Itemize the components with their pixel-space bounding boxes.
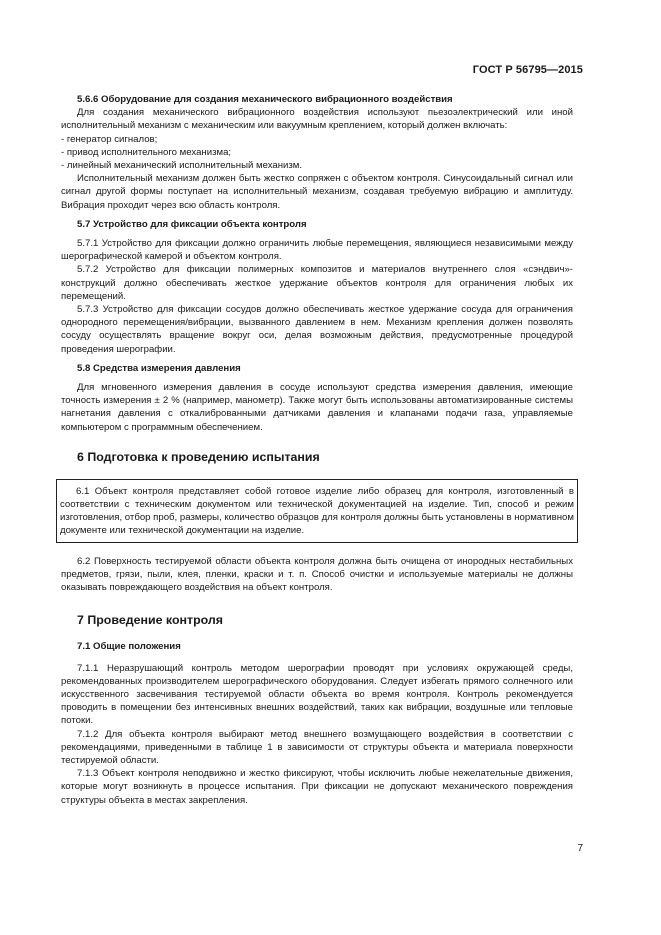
section-6-heading: 6 Подготовка к проведению испытания [77, 449, 320, 464]
clause-5-7-1: 5.7.1 Устройство для фиксации должно ограничить любые перемещения, являющиеся независимыми между шерографической камерой и объектом контроля. [61, 238, 573, 263]
section-5-6-6-heading: 5.6.6 Оборудование для создания механического вибрационного воздействия [77, 94, 453, 105]
list-item: - линейный механический исполнительный механизм. [61, 160, 303, 172]
clause-7-1-2: 7.1.2 Для объекта контроля выбирают метод внешнего возмущающего воздействия в соответствии с рекомендациями, приведенными в таблице 1 в зависимости от структуры объекта и материала поверхности тестируемой области. [61, 728, 573, 766]
section-5-7-heading: 5.7 Устройство для фиксации объекта контроля [77, 218, 307, 230]
section-7-heading: 7 Проведение контроля [77, 613, 224, 628]
clause-5-7-2: 5.7.2 Устройство для фиксации полимерных композитов и материалов внутреннего слоя «сэндвич»-конструкций должно обеспечивать жесткое удержание объектов контроля для ограничения любых их перемещений. [61, 264, 573, 302]
section-5-6-6-outro: Исполнительный механизм должен быть жестко сопряжен с объектом контроля. Синусоидальный сигнал или сигнал другой формы поступает на исполнительный механизм, создавая требуемую вибрацию и амплитуду. Вибрация проходит через всю область контроля. [61, 173, 573, 211]
document-body [61, 93, 573, 807]
clause-6-2: 6.2 Поверхность тестируемой области объекта контроля должна быть очищена от инородных нестабильных предметов, грязи, пыли, клея, пленки, краски и т. п. Способ очистки и используемые материалы не должны оказывать повреждающего воздействия на объект контроля. [61, 555, 573, 594]
section-5-8-heading: 5.8 Средства измерения давления [77, 362, 241, 374]
section-5-6-6-intro: Для создания механического вибрационного воздействия используют пьезоэлектрический или иной исполнительный механизм с механическим или вакуумным креплением, который должен включать: [61, 107, 573, 132]
clause-6-1: 6.1 Объект контроля представляет собой готовое изделие либо образец для контроля, изготовленный в соответствии с техническим документом или технической документацией на изделие. Тип, способ и режим изготовления, отбор проб, размеры, количество образцов для контроля должны быть установлены в нормативном документе или технической документации на изделие. [60, 485, 574, 537]
boxed-clause-6-1 [56, 479, 578, 543]
section-5-8-text: Для мгновенного измерения давления в сосуде используют средства измерения давления, имеющие точность измерения ± 2 % (например, манометр). Также могут быть использованы автоматизированные системы нагнетания давления с откалиброванными датчиками давления и клапанами подачи газа, управляемые компьютером с программным обеспечением. [61, 382, 573, 433]
clause-7-1-1: 7.1.1 Неразрушающий контроль методом шерографии проводят при условиях окружающей среды, рекомендованных производителем шерографического оборудования. Следует избегать прямого солнечного или искусственного засвечивания тестируемой области объекта во время контроля. Контроль рекомендуется проводить в помещении без интенсивных внешних воздействий, таких как вибрации, воздушные или тепловые потоки. [61, 662, 573, 727]
list-item: - привод исполнительного механизма; [61, 146, 232, 158]
page-number: 7 [577, 843, 583, 854]
standard-code: ГОСТ Р 56795—2015 [472, 64, 583, 76]
clause-7-1-3: 7.1.3 Объект контроля неподвижно и жестко фиксируют, чтобы исключить любые нежелательные движения, которые могут возникнуть в процессе испытания. При фиксации не допускают механического повреждения структуры объекта в местах закрепления. [61, 768, 573, 806]
section-7-1-heading: 7.1 Общие положения [77, 641, 181, 653]
list-item: - генератор сигналов; [61, 133, 158, 145]
clause-5-7-3: 5.7.3 Устройство для фиксации сосудов должно обеспечивать жесткое удержание сосуда для ограничения однородного перемещения/вибрации, вызванного давлением в нем. Механизм крепления должен позволять сосуду осуществлять вращение вокруг оси, делая возможным действия, предусмотренные процедурой проведения шерографии. [61, 304, 573, 355]
